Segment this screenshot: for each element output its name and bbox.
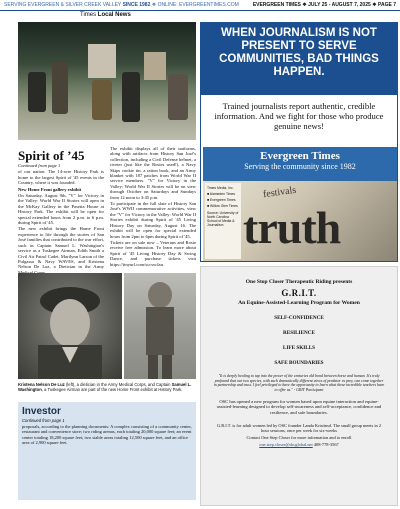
article-paragraph: The exhibit displays all of their uniforms, along with artifacts from History San José's collection, including a Civil Defense helmet, a riveter (just like the Rosies used!), a Navy Skips cookie tin, a ration book, and an Army blanket with 187 patches from World War II service members. "V" for Victory in the Valley: World War II Stories will be on view through October on Saturdays and Sundays from 12 noon to 3:45 p.m.	[110, 146, 196, 200]
caption-name-1: Kristena Nelson De Luz	[18, 382, 65, 387]
grit-item: LIFE SKILLS	[282, 345, 316, 351]
grit-org: One Stop Closer Therapeutic Riding presents	[245, 279, 353, 285]
grit-ad	[200, 266, 398, 506]
article-column-1	[18, 163, 104, 271]
grit-contact-line: Contact One Step Closer for more information and to enroll	[246, 435, 352, 441]
section-paper: Times	[80, 12, 97, 18]
investor-text: proposals, according to the planning documents: A complex consisting of a community center, restaurant and convenience store; two riding arenas, each totaling 20,000 square feet; an event center totaling 18,200 square feet; two stable areas totaling 12,500 square feet, and an office area of 2,900 square feet.	[22, 424, 192, 446]
caption-end: , a Tuskegee Airman are part of the new Home Front exhibit at History Park.	[41, 387, 183, 392]
investor-article	[18, 402, 196, 500]
article-paragraph: On Saturday, August 9th, "V" for Victory in the Valley: World War II Stories will open in the McKay Gallery in the Pasetta House at History Park. The exhibit will be open for special extended hours from 2 p.m. to 6 p.m. during Spirit of '45.	[18, 193, 104, 226]
continued-label: Continued from page 1	[18, 163, 61, 168]
grit-contact-details	[201, 442, 397, 447]
banner-subtitle: Serving the community since 1982	[244, 162, 356, 171]
newspaper-photo	[203, 181, 397, 261]
publication-item: Times Media, Inc.	[207, 186, 234, 190]
section-tag	[80, 12, 131, 18]
header-divider	[0, 10, 400, 11]
investor-title: Investor	[22, 406, 61, 417]
grit-item: SELF-CONFIDENCE	[274, 315, 324, 321]
evergreen-times-banner	[203, 147, 397, 181]
article-subheading: New Home Front gallery exhibit	[18, 186, 82, 192]
header-right: EVERGREEN TIMES ❖ JULY 25 - AUGUST 7, 2025 ❖ PAGE 7	[252, 2, 396, 8]
source-note: Source: University of North Carolina School of Media & Journalism	[207, 211, 239, 227]
banner-title: Evergreen Times	[260, 150, 340, 162]
header-serving: SERVING EVERGREEN & SILVER CREEK VALLEY	[4, 2, 122, 8]
grit-description: OSC has opened a new program for women based upon equine interaction and equine-assisted-learning designed to develop self-awareness and self-acceptance, confidence and resilience, and safe boundaries.	[216, 398, 382, 415]
publication-item: ■ Alameden Times	[207, 192, 236, 196]
journalism-ad	[200, 22, 398, 262]
grit-email-link[interactable]: one.step.closer@sbcglobal.net	[259, 442, 313, 448]
grit-quote: "It is deeply healing to tap into the power of the centuries old bond between horse and human. It's truly profound that our two species, with such dramatically different views of predator vs prey, can come together in partnership and trust. I feel privileged to have the opportunity to learn what these incredible teachers have to offer us." - GRIT Participant	[213, 374, 385, 393]
grit-footer: G.R.I.T. is for adult women led by OSC founder Landa Kristinsd. The small group meets in 2 hour sessions, once per week for six-weeks	[216, 422, 382, 433]
caption-middle: (left), a dietician in the Army Medical Corps, and Captain	[64, 382, 172, 387]
journalism-ad-headline: WHEN JOURNALISM IS NOT PRESENT TO SERVE COMMUNITIES, BAD THINGS HAPPEN.	[201, 23, 397, 95]
portrait-photo-samuel	[124, 273, 196, 379]
header-online: ONLINE: EVERGREENTIMES.COM	[157, 2, 239, 8]
publication-item: ■ Willow Glen Times	[207, 204, 238, 208]
grit-item: RESILIENCE	[282, 330, 315, 336]
article-column-2	[110, 146, 196, 271]
page-header	[0, 0, 400, 10]
article-paragraph: To participate in the full slate of History San José's WWII commemorative activities, view the "V" for Victory in the Valley: World War II Stories exhibit during Spirit of '45 Living History Day on Saturday, August 16. The exhibit will be open for special extended hours from 2pm to 6pm during Spirit of '45.	[110, 201, 196, 239]
photo-word-festivals: festivals	[262, 184, 297, 201]
section-name: Local News	[97, 12, 131, 18]
photo-caption	[18, 382, 196, 392]
photo-word-truth: truth	[243, 202, 341, 253]
article-paragraph: of our nation. The 14-acre History Park is home to the largest Spirit of '45 events in the Country, where it was founded.	[18, 169, 104, 186]
journalism-ad-subtext: Trained journalists report authentic, credible information. And we fight for those who produce genuine news!	[214, 101, 384, 131]
article-paragraph: The new exhibit brings the Home Front experience to life through the stories of San José families that contributed to the war effort, such as Captain Samuel L. Washington's service as a Tuskegee Airman, Edith Smith a Civil Air Patrol Cadet, Marilynn Larson of the Pulgasso & Navy WAVES, and Kristena Nelson De Luz, a Dietician in the Army	[18, 226, 104, 270]
caption-name-2: Samuel L. Washington	[18, 382, 192, 392]
grit-subtitle: An Equine-Assisted-Learning Program for Women	[238, 300, 360, 306]
grit-title: G.R.I.T.	[281, 288, 317, 298]
header-since: SINCE 1982	[122, 2, 151, 8]
article-paragraph: Tickets are on sale now – Veterans and Rosie receive free admission. To learn more about Spirit of '45 Living History Day & Swing Dance, and purchase tickets visit https://tinyurl.com/sccsw4xu	[110, 239, 196, 267]
portrait-photo-kristena	[18, 273, 122, 379]
article-title: Spirit of ’45	[18, 148, 85, 163]
grit-phone: 408-778-3567	[313, 442, 339, 448]
parade-photo	[18, 22, 196, 140]
header-left: SERVING EVERGREEN & SILVER CREEK VALLEY SINCE 1982 ❖ ONLINE: EVERGREENTIMES.COM	[4, 2, 239, 8]
grit-item: SAFE BOUNDARIES	[274, 360, 324, 366]
publication-item: ■ Evergreen Times	[207, 198, 236, 202]
publication-list	[205, 183, 241, 259]
investor-continued: Continued from page 1	[22, 418, 65, 423]
